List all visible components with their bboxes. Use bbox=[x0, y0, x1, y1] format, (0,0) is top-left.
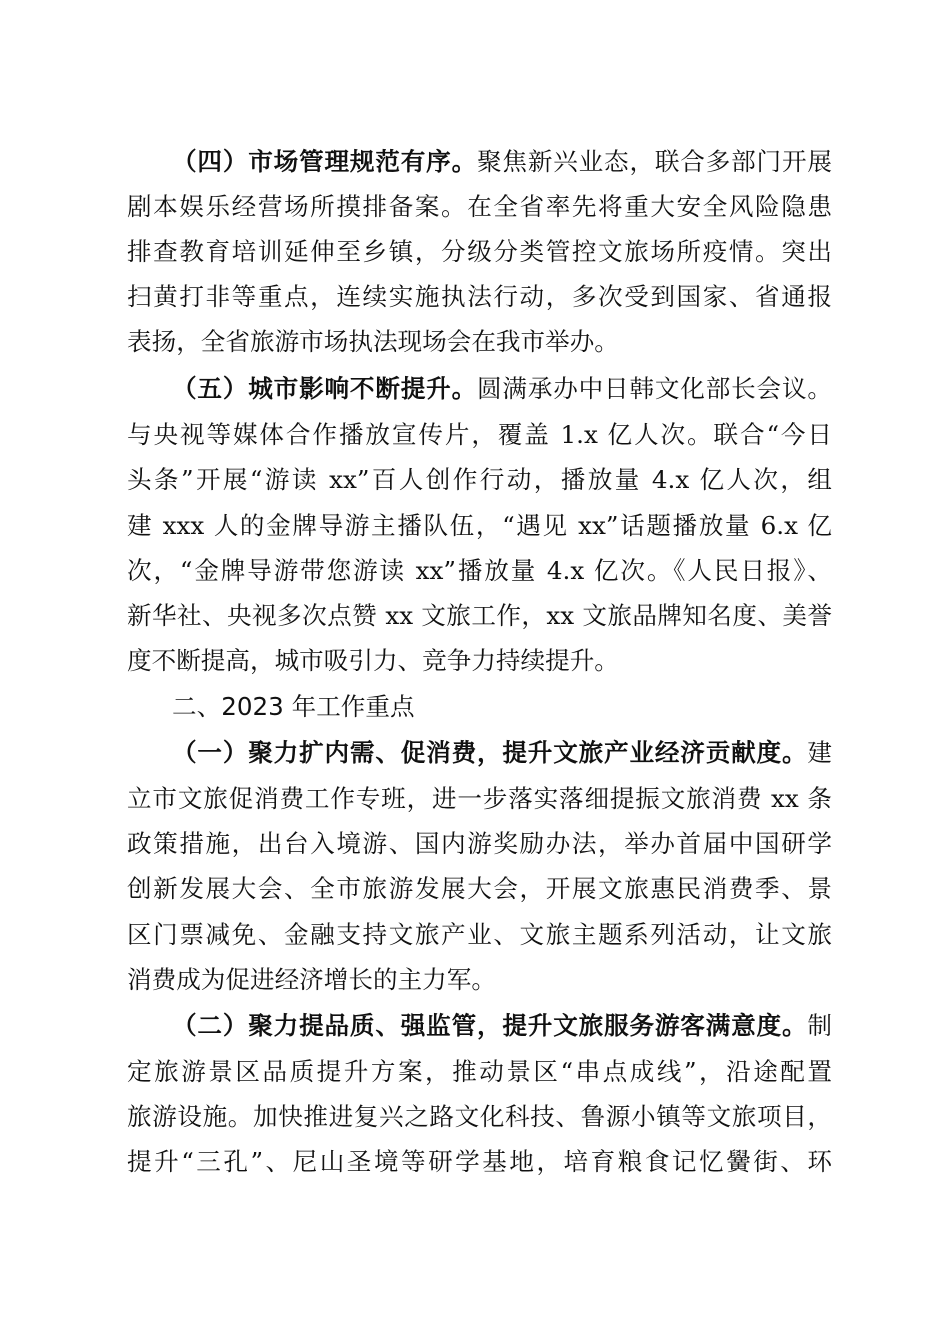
section-2-line-1 bbox=[172, 1009, 832, 1043]
paragraph-5-line-4: 建 xxx 人的金牌导游主播队伍，“遇见 xx”话题播放量 6.x 亿 bbox=[127, 511, 832, 540]
section-1-title: （一）聚力扩内需、促消费，提升文旅产业经济贡献度。 bbox=[172, 738, 808, 767]
section-2-title: （二）聚力提品质、强监管，提升文旅服务游客满意度。 bbox=[172, 1011, 808, 1040]
paragraph-4-line-4: 扫黄打非等重点，连续实施执法行动，多次受到国家、省通报 bbox=[127, 282, 832, 311]
paragraph-5-line-7: 度不断提高，城市吸引力、竞争力持续提升。 bbox=[127, 646, 619, 675]
section-1-line-5: 区门票减免、金融支持文旅产业、文旅主题系列活动，让文旅 bbox=[127, 920, 832, 949]
section-1-line-6: 消费成为促进经济增长的主力军。 bbox=[127, 965, 496, 994]
paragraph-5-line-3: 头条”开展“游读 xx”百人创作行动，播放量 4.x 亿人次，组 bbox=[127, 465, 832, 494]
section-heading: 二、2023 年工作重点 bbox=[172, 692, 415, 721]
paragraph-4-line-3: 排查教育培训延伸至乡镇，分级分类管控文旅场所疫情。突出 bbox=[127, 237, 832, 266]
section-1-line-4: 创新发展大会、全市旅游发展大会，开展文旅惠民消费季、景 bbox=[127, 874, 832, 903]
paragraph-5-text: 圆满承办中日韩文化部长会议。 bbox=[476, 374, 832, 403]
paragraph-5-line-2: 与央视等媒体合作播放宣传片，覆盖 1.x 亿人次。联合“今日 bbox=[127, 420, 832, 449]
paragraph-4-text: 聚焦新兴业态，联合多部门开展 bbox=[476, 147, 832, 176]
paragraph-5-line-1 bbox=[172, 372, 832, 406]
section-2-line-3: 旅游设施。加快推进复兴之路文化科技、鲁源小镇等文旅项目， bbox=[127, 1102, 832, 1131]
section-1-line-3: 政策措施，出台入境游、国内游奖励办法，举办首届中国研学 bbox=[127, 829, 832, 858]
section-2-line-2: 定旅游景区品质提升方案，推动景区“串点成线”，沿途配置 bbox=[127, 1057, 832, 1086]
section-1-line-1 bbox=[172, 736, 832, 770]
paragraph-4-line-1 bbox=[172, 145, 832, 179]
section-2-text: 制 bbox=[807, 1011, 832, 1040]
paragraph-5-title: （五）城市影响不断提升。 bbox=[172, 374, 477, 403]
paragraph-5-line-6: 新华社、央视多次点赞 xx 文旅工作，xx 文旅品牌知名度、美誉 bbox=[127, 601, 832, 630]
paragraph-4-title: （四）市场管理规范有序。 bbox=[172, 147, 477, 176]
section-2-line-4: 提升“三孔”、尼山圣境等研学基地，培育粮食记忆黌街、环 bbox=[127, 1147, 832, 1176]
paragraph-5-line-5: 次，“金牌导游带您游读 xx”播放量 4.x 亿次。《人民日报》、 bbox=[127, 556, 832, 585]
section-1-line-2: 立市文旅促消费工作专班，进一步落实落细提振文旅消费 xx 条 bbox=[127, 784, 832, 813]
paragraph-4-line-2: 剧本娱乐经营场所摸排备案。在全省率先将重大安全风险隐患 bbox=[127, 192, 832, 221]
paragraph-4-line-5: 表扬，全省旅游市场执法现场会在我市举办。 bbox=[127, 327, 619, 356]
section-1-text: 建 bbox=[807, 738, 832, 767]
